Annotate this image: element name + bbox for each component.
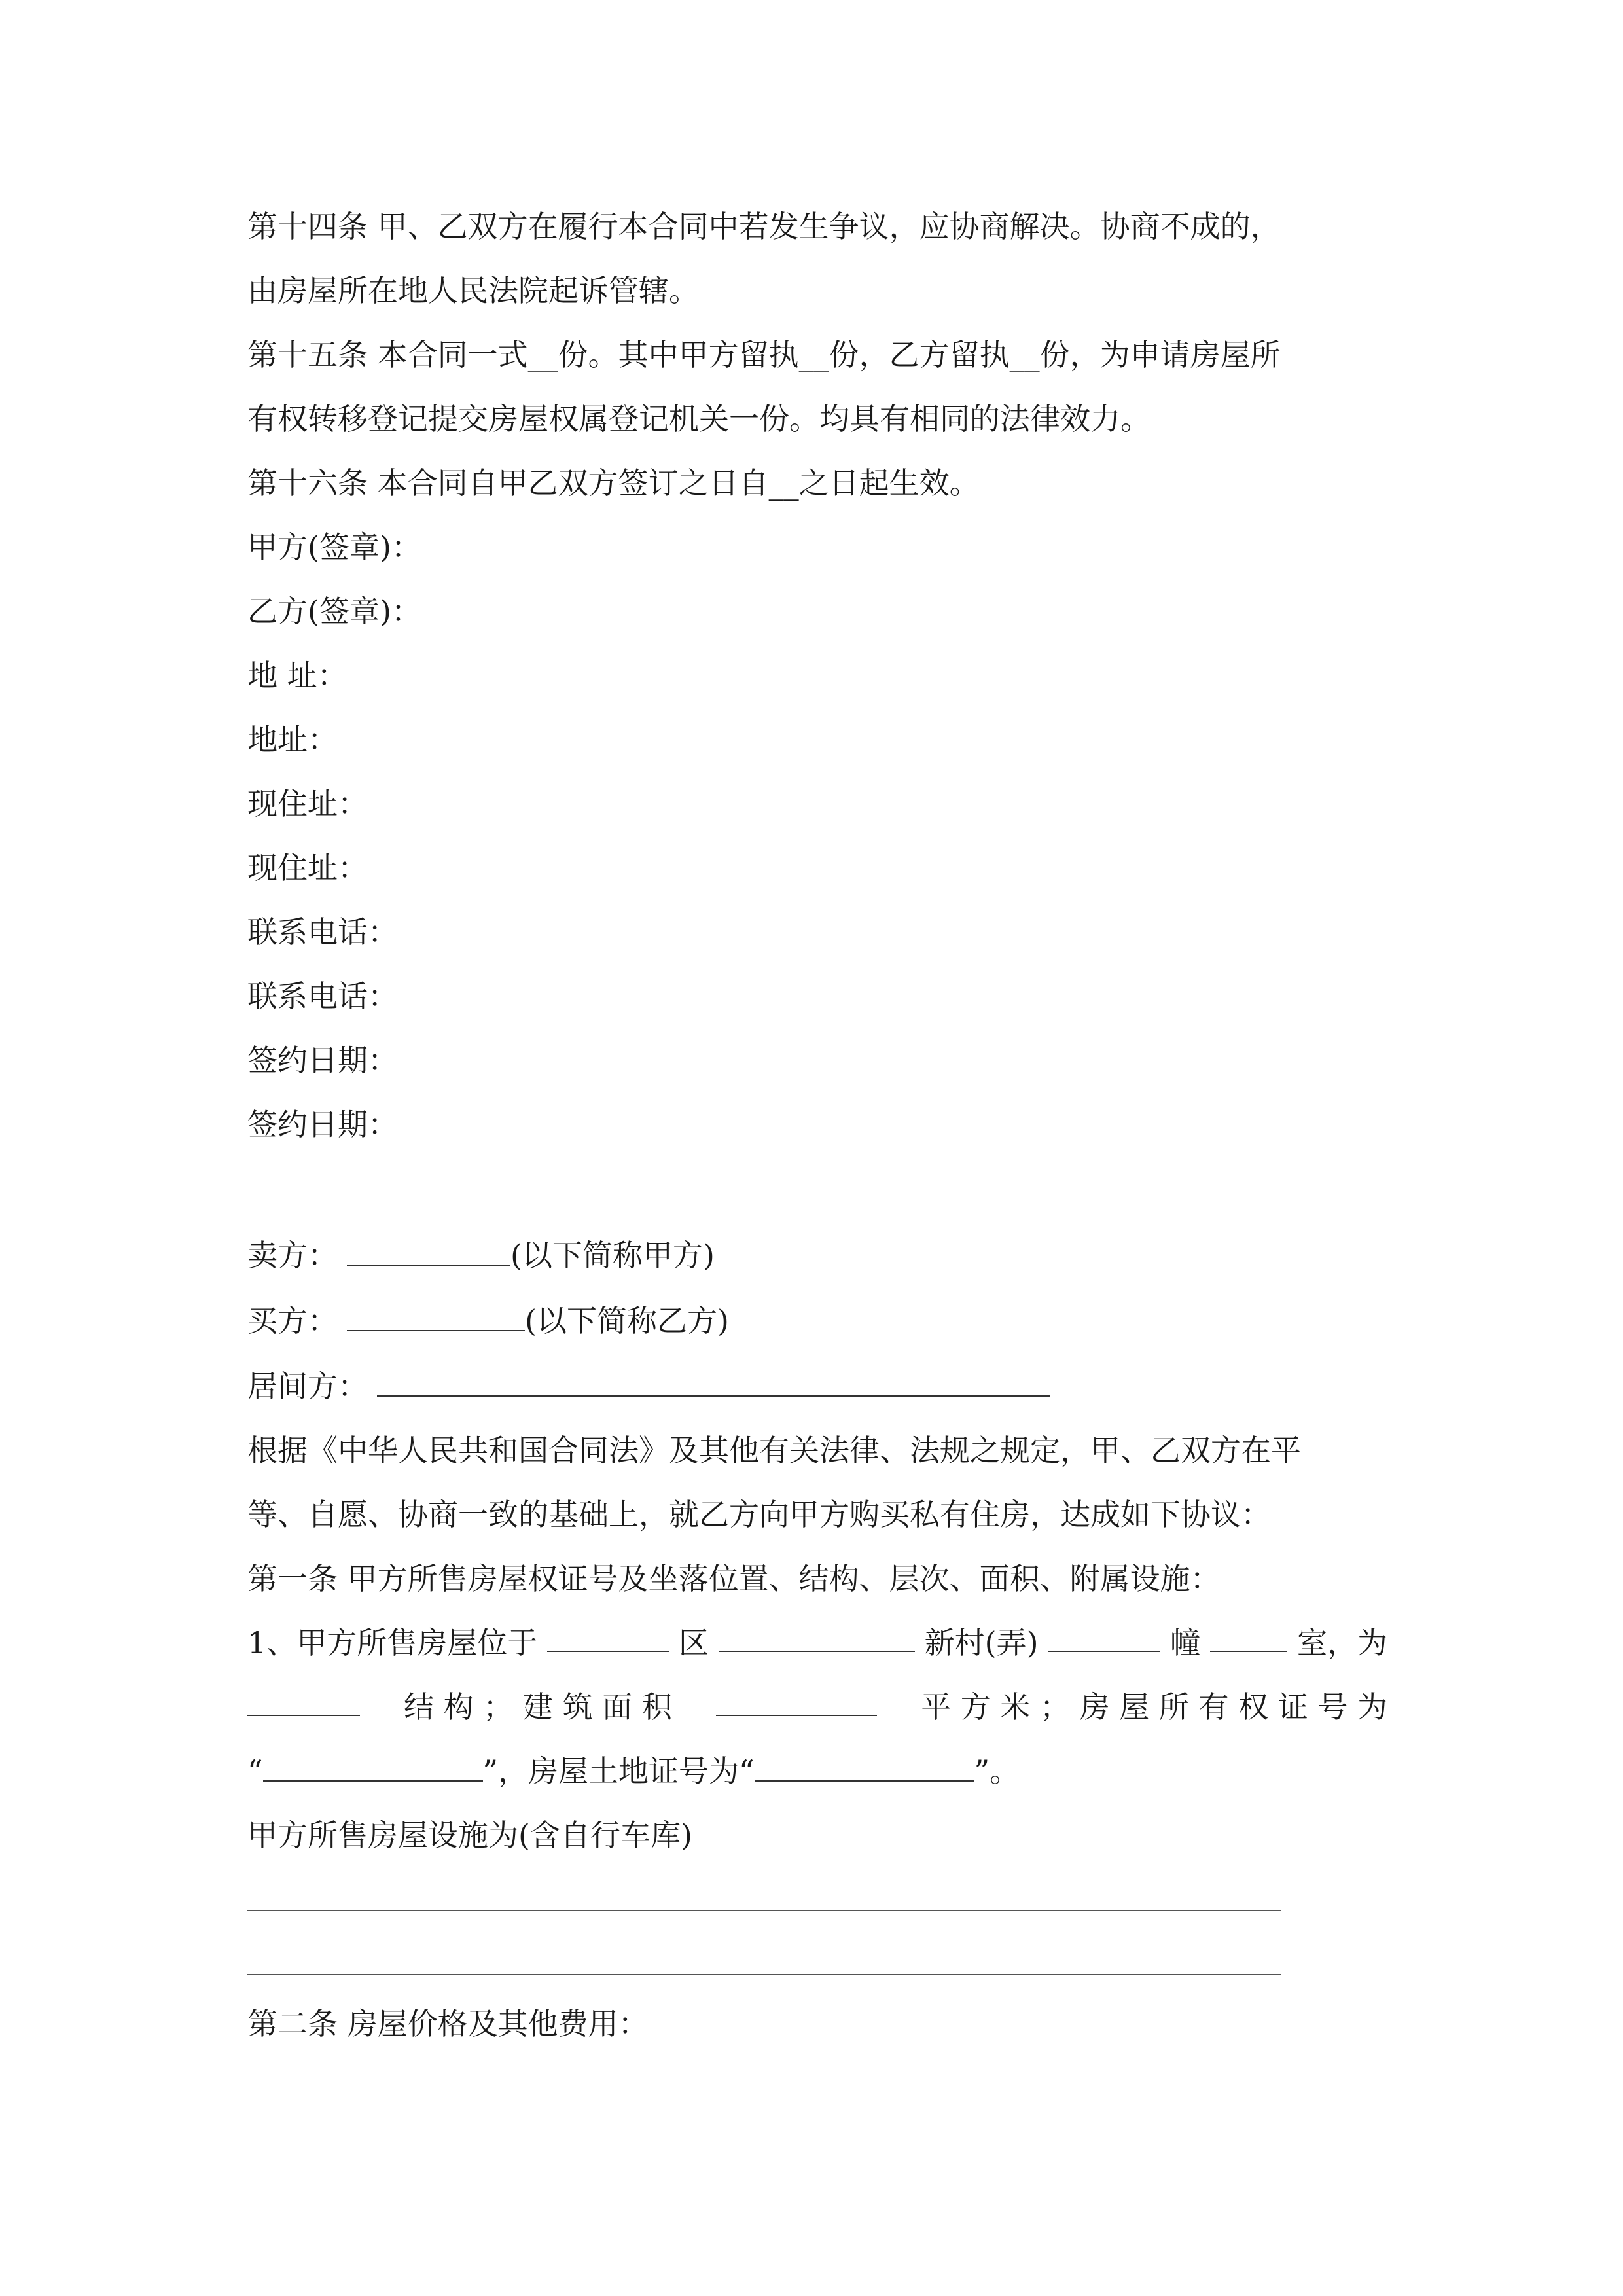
sign-residence-b: 现住址： — [247, 850, 368, 886]
item-1-building: 幢 — [1170, 1625, 1201, 1660]
sign-party-a: 甲方(签章)： — [247, 529, 421, 565]
sign-phone-a: 联系电话： — [247, 914, 398, 950]
item-1-line-1 — [247, 1624, 1387, 1661]
facilities-label: 甲方所售房屋设施为(含自行车库) — [247, 1818, 692, 1853]
article-1-title: 第一条 甲方所售房屋权证号及坐落位置、结构、层次、面积、附属设施： — [247, 1561, 1221, 1596]
district-blank[interactable] — [547, 1624, 669, 1652]
seller-blank[interactable] — [347, 1238, 510, 1266]
seller-suffix: (以下简称甲方) — [510, 1238, 715, 1273]
land-cert-blank[interactable] — [755, 1754, 974, 1782]
intermediary-blank[interactable] — [377, 1369, 1050, 1397]
item-1-sqm: 平 方 米 ； 房 屋 所 有 权 证 号 为 — [921, 1689, 1387, 1725]
clause-14-line-2: 由房屋所在地人民法院起诉管辖。 — [247, 273, 699, 308]
buyer-line — [247, 1302, 729, 1339]
item-1-district: 区 — [678, 1625, 709, 1660]
building-blank[interactable] — [1048, 1624, 1160, 1652]
clause-15-line-2: 有权转移登记提交房屋权属登记机关一份。均具有相同的法律效力。 — [247, 401, 1150, 437]
item-1-room: 室，为 — [1296, 1625, 1387, 1660]
article-2-title: 第二条 房屋价格及其他费用： — [247, 2006, 649, 2041]
village-blank[interactable] — [719, 1624, 915, 1652]
item-1-line-3 — [247, 1753, 1020, 1789]
preamble-line-2: 等、自愿、协商一致的基础上，就乙方向甲方购买私有住房，达成如下协议： — [247, 1497, 1271, 1532]
item-1-structure: 结 构 ； 建 筑 面 积 — [404, 1689, 672, 1725]
ownership-cert-blank[interactable] — [263, 1754, 483, 1782]
item-1-prefix: 1、甲方所售房屋位于 — [247, 1625, 538, 1660]
buyer-blank[interactable] — [347, 1304, 525, 1331]
facilities-blank-line-2[interactable] — [247, 1974, 1281, 1975]
seller-line — [247, 1237, 715, 1274]
structure-blank[interactable] — [247, 1689, 360, 1716]
sign-date-a: 签约日期： — [247, 1043, 398, 1078]
sign-date-b: 签约日期： — [247, 1107, 398, 1142]
end-quote: ”。 — [974, 1753, 1020, 1789]
sign-address-b: 地址： — [247, 722, 338, 757]
room-blank[interactable] — [1210, 1624, 1287, 1652]
sign-address-a: 地 址： — [247, 658, 348, 693]
clause-14-line-1: 第十四条 甲、乙双方在履行本合同中若发生争议，应协商解决。协商不成的， — [247, 209, 1281, 244]
seller-label: 卖方： — [247, 1238, 338, 1273]
sign-party-b: 乙方(签章)： — [247, 594, 421, 629]
land-cert-label: ”，房屋土地证号为“ — [482, 1753, 755, 1789]
area-blank[interactable] — [716, 1689, 877, 1716]
preamble-line-1: 根据《中华人民共和国合同法》及其他有关法律、法规之规定，甲、乙双方在平 — [247, 1433, 1301, 1468]
intermediary-label: 居间方： — [247, 1369, 368, 1404]
clause-15-line-1: 第十五条 本合同一式__份。其中甲方留执__份，乙方留执__份，为申请房屋所 — [247, 337, 1281, 372]
buyer-label: 买方： — [247, 1303, 338, 1338]
open-quote: “ — [247, 1753, 263, 1789]
sign-phone-b: 联系电话： — [247, 978, 398, 1014]
item-1-line-2 — [247, 1689, 1387, 1725]
sign-residence-a: 现住址： — [247, 786, 368, 821]
buyer-suffix: (以下简称乙方) — [525, 1303, 729, 1338]
item-1-village: 新村(弄) — [924, 1625, 1039, 1660]
clause-16: 第十六条 本合同自甲乙双方签订之日自__之日起生效。 — [247, 465, 980, 501]
intermediary-line — [247, 1368, 1050, 1405]
facilities-blank-line-1[interactable] — [247, 1910, 1281, 1911]
